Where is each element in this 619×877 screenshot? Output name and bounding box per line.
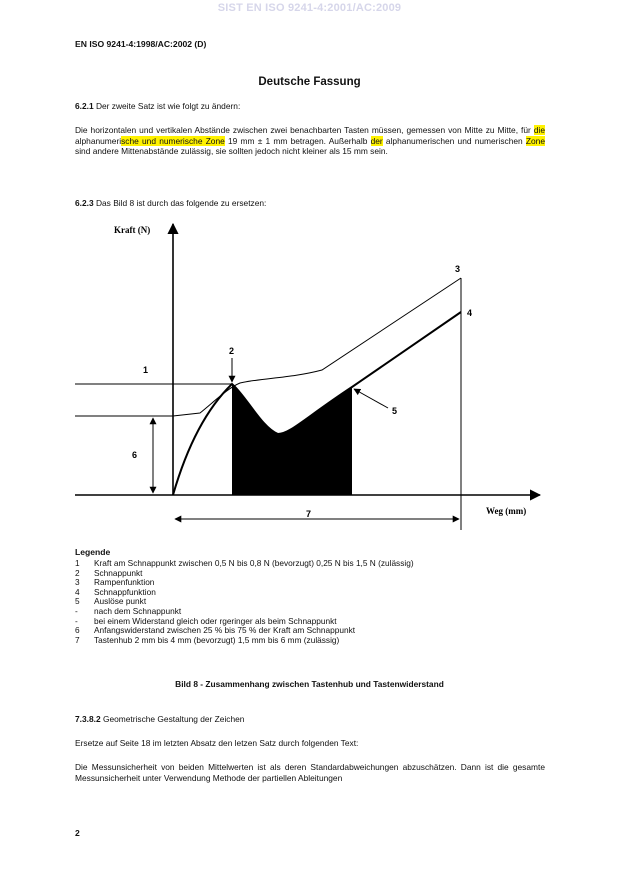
legend-number: - xyxy=(75,605,78,616)
legend-number: 6 xyxy=(75,625,80,636)
document-id: EN ISO 9241-4:1998/AC:2002 (D) xyxy=(75,39,207,49)
callout-3: 3 xyxy=(455,264,461,274)
legend-number: 7 xyxy=(75,634,80,645)
watermark: SIST EN ISO 9241-4:2001/AC:2009 xyxy=(217,2,402,14)
text-run: alphanumeri xyxy=(75,135,122,146)
legend-number: 3 xyxy=(75,577,80,588)
legend-number: 2 xyxy=(75,567,80,578)
callout-6: 6 xyxy=(132,450,138,460)
highlight: der xyxy=(370,135,383,146)
paragraph-replace-instruction: Ersetze auf Seite 18 im letzten Absatz den letzen Satz durch folgenden Text: xyxy=(75,738,359,748)
legend-text: Tastenhub 2 mm bis 4 mm (bevorzugt) 1,5 mm bis 6 mm (zulässig) xyxy=(94,634,340,645)
release-point-arrow xyxy=(354,389,388,408)
legend-text: Auslöse punkt xyxy=(94,596,147,607)
text-run: alphanumerischen und numerischen xyxy=(382,135,526,146)
callout-7: 7 xyxy=(306,509,312,519)
snap-shaded-area xyxy=(232,384,352,495)
legend-item xyxy=(75,636,414,646)
callout-1: 1 xyxy=(143,365,149,375)
legend-text: Schnappfunktion xyxy=(94,586,156,597)
text-run: 19 mm ± 1 mm betragen. Außerhalb xyxy=(224,135,371,146)
text-run: Die horizontalen und vertikalen Abstände zwischen zwei benachbarten Tasten müssen, gemessen von Mitte zu Mitte, für xyxy=(75,125,534,135)
callout-4: 4 xyxy=(467,308,473,318)
legend-number: - xyxy=(75,615,78,626)
x-axis-label: Weg (mm) xyxy=(486,506,527,516)
section-number: 6.2.3 xyxy=(75,198,94,208)
section-text: Geometrische Gestaltung der Zeichen xyxy=(100,714,245,724)
figure-caption: Bild 8 - Zusammenhang zwischen Tastenhub und Tastenwiderstand xyxy=(175,679,444,689)
legend-text: Schnappunkt xyxy=(94,567,143,578)
callout-2: 2 xyxy=(229,346,235,356)
text-run: sind andere Mittenabstände zulässig, sie sollten jedoch nicht kleiner als 15 mm sein. xyxy=(75,146,388,156)
legend-title: Legende xyxy=(75,547,111,557)
legend-number: 5 xyxy=(75,596,80,607)
section-number: 6.2.1 xyxy=(75,101,94,111)
legend-list xyxy=(75,559,414,645)
y-axis-label: Kraft (N) xyxy=(114,225,151,235)
legend-number: 4 xyxy=(75,586,80,597)
highlight: die xyxy=(533,125,545,135)
callout-5: 5 xyxy=(392,406,398,416)
section-text: Der zweite Satz ist wie folgt zu ändern: xyxy=(93,101,241,111)
ramp-function-curve xyxy=(173,278,461,416)
legend-text: bei einem Widerstand gleich oder rgeringer als beim Schnappunkt xyxy=(94,615,337,626)
section-7-3-8-2 xyxy=(75,714,545,725)
section-text: Das Bild 8 ist durch das folgende zu ersetzen: xyxy=(93,198,267,208)
legend-text: Anfangswiderstand zwischen 25 % bis 75 % der Kraft am Schnappunkt xyxy=(94,625,356,636)
legend-number: 1 xyxy=(75,558,80,568)
section-number: 7.3.8.2 xyxy=(75,714,101,724)
legend-text: nach dem Schnappunkt xyxy=(94,605,182,616)
legend-text: Rampenfunktion xyxy=(94,577,155,588)
paragraph-measurement-uncertainty: Die Messunsicherheit von beiden Mittelwerten ist als deren Standardabweichungen abzuschätzen. Dann ist die gesamte Messunsicherheit unter Verwendung Methode der partiellen Ableitungen xyxy=(75,762,545,783)
highlight: Zone xyxy=(525,135,545,146)
page-heading: Deutsche Fassung xyxy=(258,76,361,88)
legend-text: Kraft am Schnappunkt zwischen 0,5 N bis 0,8 N (bevorzugt) 0,25 N bis 1,5 N (zulässig) xyxy=(94,558,414,568)
highlight: sche und numerische Zone xyxy=(121,135,225,146)
page-number: 2 xyxy=(75,828,80,838)
